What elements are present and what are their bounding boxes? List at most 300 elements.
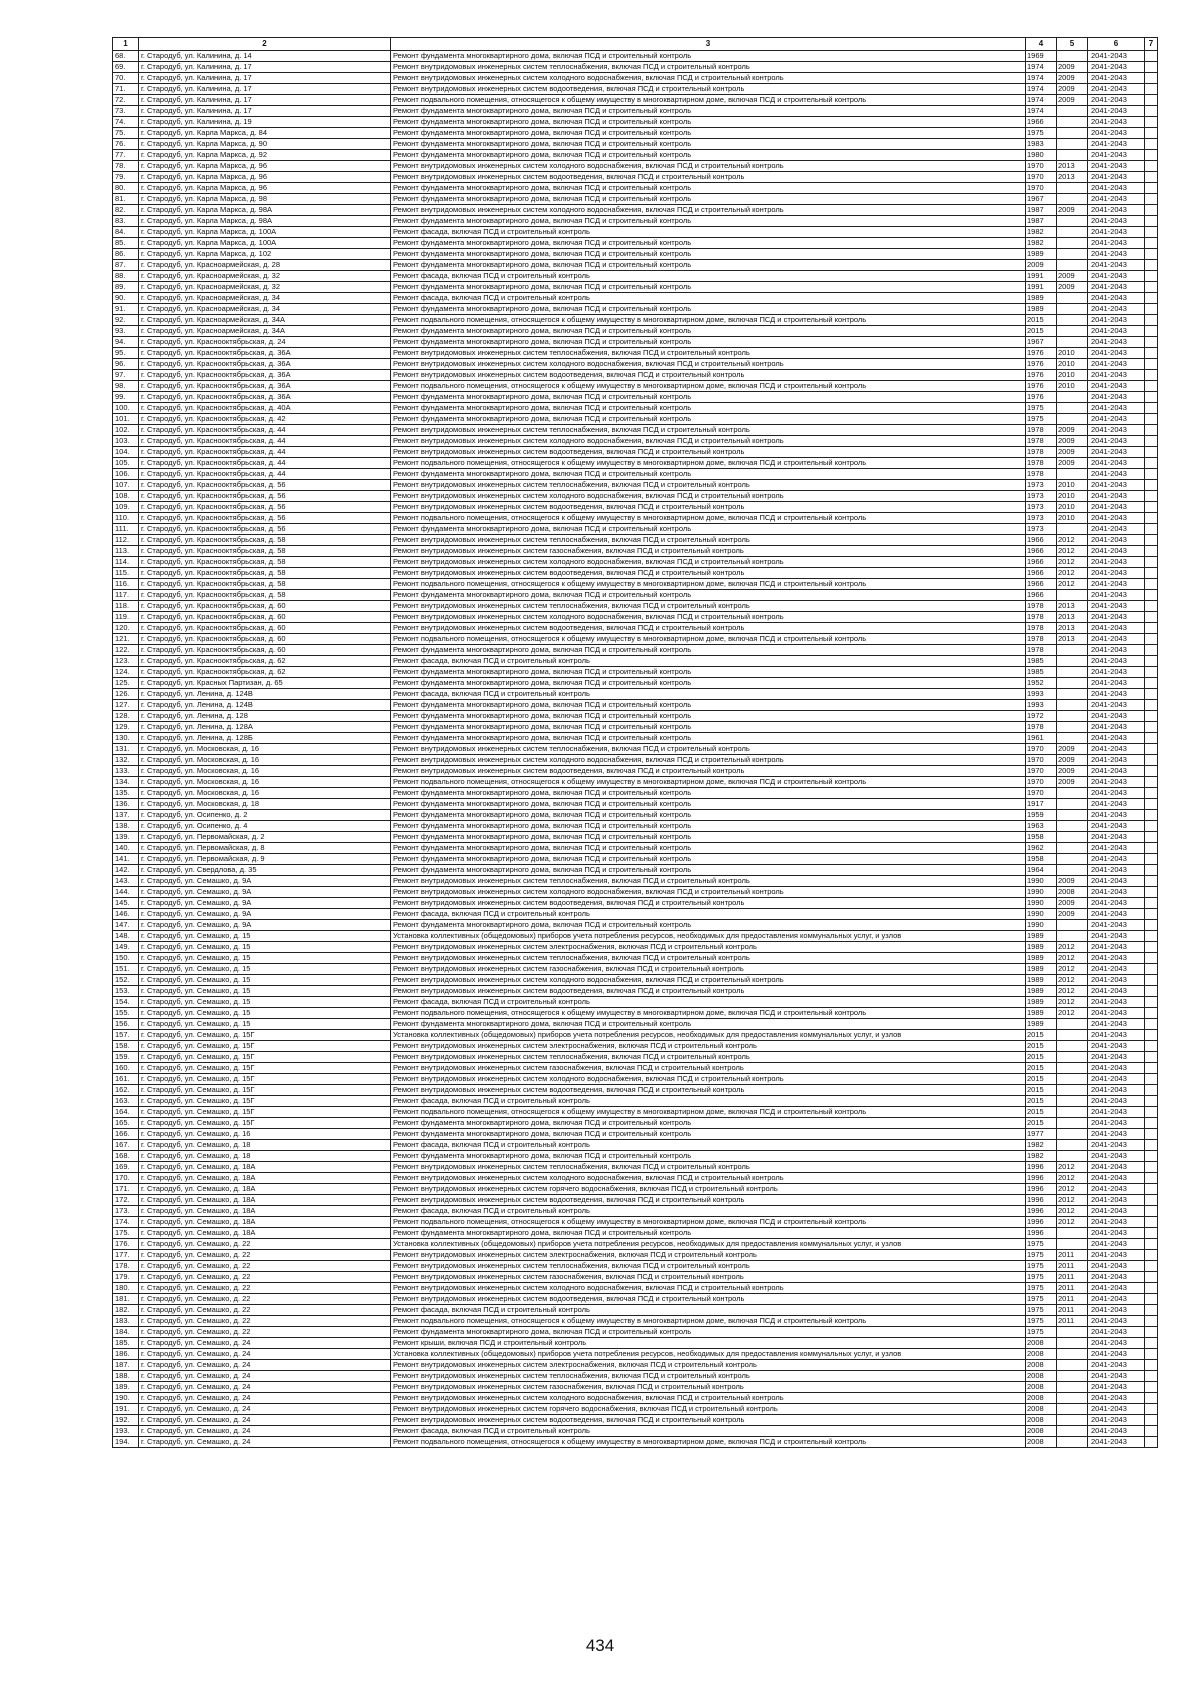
row-number-cell: 171. — [113, 1184, 139, 1195]
note-cell — [1145, 1074, 1158, 1085]
note-cell — [1145, 1371, 1158, 1382]
note-cell — [1145, 403, 1158, 414]
note-cell — [1145, 931, 1158, 942]
row-number-cell: 103. — [113, 436, 139, 447]
last-repair-year-cell — [1057, 788, 1088, 799]
note-cell — [1145, 1305, 1158, 1316]
last-repair-year-cell: 2009 — [1057, 62, 1088, 73]
planned-period-cell: 2041-2043 — [1088, 172, 1145, 183]
last-repair-year-cell: 2012 — [1057, 1217, 1088, 1228]
planned-period-cell: 2041-2043 — [1088, 711, 1145, 722]
row-number-cell: 110. — [113, 513, 139, 524]
planned-period-cell: 2041-2043 — [1088, 1261, 1145, 1272]
last-repair-year-cell: 2012 — [1057, 535, 1088, 546]
last-repair-year-cell — [1057, 150, 1088, 161]
work-type-cell: Ремонт внутридомовых инженерных систем холодного водоснабжения, включая ПСД и строительный контроль — [391, 975, 1026, 986]
year-built-cell: 1975 — [1026, 1305, 1057, 1316]
planned-period-cell: 2041-2043 — [1088, 722, 1145, 733]
address-cell: г. Стародуб, ул. Ленина, д. 128А — [139, 722, 391, 733]
work-type-cell: Ремонт внутридомовых инженерных систем холодного водоснабжения, включая ПСД и строительный контроль — [391, 612, 1026, 623]
note-cell — [1145, 799, 1158, 810]
address-cell: г. Стародуб, ул. Семашко, д. 24 — [139, 1349, 391, 1360]
planned-period-cell: 2041-2043 — [1088, 1283, 1145, 1294]
last-repair-year-cell — [1057, 227, 1088, 238]
year-built-cell: 1989 — [1026, 964, 1057, 975]
last-repair-year-cell — [1057, 304, 1088, 315]
row-number-cell: 95. — [113, 348, 139, 359]
address-cell: г. Стародуб, ул. Семашко, д. 15 — [139, 964, 391, 975]
address-cell: г. Стародуб, ул. Красноармейская, д. 32 — [139, 282, 391, 293]
address-cell: г. Стародуб, ул. Красных Партизан, д. 65 — [139, 678, 391, 689]
last-repair-year-cell: 2012 — [1057, 1173, 1088, 1184]
work-type-cell: Ремонт фундамента многоквартирного дома, включая ПСД и строительный контроль — [391, 337, 1026, 348]
work-type-cell: Ремонт внутридомовых инженерных систем теплоснабжения, включая ПСД и строительный контроль — [391, 953, 1026, 964]
table-row — [113, 491, 1158, 502]
last-repair-year-cell — [1057, 392, 1088, 403]
table-row — [113, 513, 1158, 524]
table-row — [113, 700, 1158, 711]
work-type-cell: Ремонт внутридомовых инженерных систем холодного водоснабжения, включая ПСД и строительный контроль — [391, 1173, 1026, 1184]
address-cell: г. Стародуб, ул. Семашко, д. 15 — [139, 1008, 391, 1019]
table-row — [113, 1404, 1158, 1415]
work-type-cell: Ремонт внутридомовых инженерных систем холодного водоснабжения, включая ПСД и строительный контроль — [391, 359, 1026, 370]
address-cell: г. Стародуб, ул. Краснооктябрьская, д. 44 — [139, 469, 391, 480]
last-repair-year-cell: 2009 — [1057, 898, 1088, 909]
planned-period-cell: 2041-2043 — [1088, 95, 1145, 106]
row-number-cell: 77. — [113, 150, 139, 161]
work-type-cell: Ремонт внутридомовых инженерных систем водоотведения, включая ПСД и строительный контроль — [391, 370, 1026, 381]
year-built-cell: 1985 — [1026, 667, 1057, 678]
planned-period-cell: 2041-2043 — [1088, 1327, 1145, 1338]
table-row — [113, 865, 1158, 876]
work-type-cell: Ремонт фундамента многоквартирного дома, включая ПСД и строительный контроль — [391, 414, 1026, 425]
work-type-cell: Ремонт внутридомовых инженерных систем теплоснабжения, включая ПСД и строительный контроль — [391, 1052, 1026, 1063]
address-cell: г. Стародуб, ул. Семашко, д. 24 — [139, 1426, 391, 1437]
note-cell — [1145, 1162, 1158, 1173]
address-cell: г. Стародуб, ул. Семашко, д. 18А — [139, 1217, 391, 1228]
year-built-cell: 1989 — [1026, 975, 1057, 986]
planned-period-cell: 2041-2043 — [1088, 1052, 1145, 1063]
year-built-cell: 1974 — [1026, 73, 1057, 84]
last-repair-year-cell — [1057, 1019, 1088, 1030]
address-cell: г. Стародуб, ул. Семашко, д. 15 — [139, 942, 391, 953]
table-row — [113, 1272, 1158, 1283]
work-type-cell: Ремонт подвального помещения, относящегося к общему имуществу в многоквартирном доме, включая ПСД и строительный контроль — [391, 381, 1026, 392]
last-repair-year-cell — [1057, 1085, 1088, 1096]
work-type-cell: Ремонт внутридомовых инженерных систем холодного водоснабжения, включая ПСД и строительный контроль — [391, 1074, 1026, 1085]
note-cell — [1145, 73, 1158, 84]
year-built-cell: 1959 — [1026, 810, 1057, 821]
planned-period-cell: 2041-2043 — [1088, 1118, 1145, 1129]
planned-period-cell: 2041-2043 — [1088, 1393, 1145, 1404]
row-number-cell: 141. — [113, 854, 139, 865]
table-row — [113, 1338, 1158, 1349]
planned-period-cell: 2041-2043 — [1088, 986, 1145, 997]
row-number-cell: 70. — [113, 73, 139, 84]
year-built-cell: 1952 — [1026, 678, 1057, 689]
address-cell: г. Стародуб, ул. Осипенко, д. 4 — [139, 821, 391, 832]
planned-period-cell: 2041-2043 — [1088, 777, 1145, 788]
last-repair-year-cell: 2009 — [1057, 876, 1088, 887]
note-cell — [1145, 810, 1158, 821]
note-cell — [1145, 1096, 1158, 1107]
planned-period-cell: 2041-2043 — [1088, 161, 1145, 172]
address-cell: г. Стародуб, ул. Красноармейская, д. 34 — [139, 304, 391, 315]
table-row — [113, 1415, 1158, 1426]
work-type-cell: Ремонт внутридомовых инженерных систем водоотведения, включая ПСД и строительный контроль — [391, 898, 1026, 909]
note-cell — [1145, 1217, 1158, 1228]
last-repair-year-cell — [1057, 1063, 1088, 1074]
last-repair-year-cell — [1057, 590, 1088, 601]
address-cell: г. Стародуб, ул. Семашко, д. 22 — [139, 1250, 391, 1261]
year-built-cell: 1917 — [1026, 799, 1057, 810]
table-row — [113, 414, 1158, 425]
work-type-cell: Установка коллективных (общедомовых) приборов учета потребления ресурсов, необходимых для предоставления коммунальных услуг, и узлов — [391, 1030, 1026, 1041]
last-repair-year-cell — [1057, 1404, 1088, 1415]
work-type-cell: Ремонт подвального помещения, относящегося к общему имуществу в многоквартирном доме, включая ПСД и строительный контроль — [391, 777, 1026, 788]
table-row — [113, 810, 1158, 821]
note-cell — [1145, 997, 1158, 1008]
work-type-cell: Ремонт фундамента многоквартирного дома, включая ПСД и строительный контроль — [391, 260, 1026, 271]
address-cell: г. Стародуб, ул. Краснооктябрьская, д. 42 — [139, 414, 391, 425]
table-row — [113, 1140, 1158, 1151]
last-repair-year-cell: 2011 — [1057, 1272, 1088, 1283]
address-cell: г. Стародуб, ул. Семашко, д. 18 — [139, 1151, 391, 1162]
table-row — [113, 1184, 1158, 1195]
year-built-cell: 1970 — [1026, 755, 1057, 766]
year-built-cell: 1964 — [1026, 865, 1057, 876]
note-cell — [1145, 227, 1158, 238]
year-built-cell: 1975 — [1026, 403, 1057, 414]
address-cell: г. Стародуб, ул. Московская, д. 16 — [139, 766, 391, 777]
table-row — [113, 678, 1158, 689]
work-type-cell: Ремонт внутридомовых инженерных систем теплоснабжения, включая ПСД и строительный контроль — [391, 62, 1026, 73]
note-cell — [1145, 546, 1158, 557]
row-number-cell: 116. — [113, 579, 139, 590]
work-type-cell: Ремонт внутридомовых инженерных систем холодного водоснабжения, включая ПСД и строительный контроль — [391, 161, 1026, 172]
work-type-cell: Ремонт внутридомовых инженерных систем газоснабжения, включая ПСД и строительный контроль — [391, 1382, 1026, 1393]
work-type-cell: Ремонт внутридомовых инженерных систем холодного водоснабжения, включая ПСД и строительный контроль — [391, 557, 1026, 568]
planned-period-cell: 2041-2043 — [1088, 106, 1145, 117]
row-number-cell: 136. — [113, 799, 139, 810]
note-cell — [1145, 1206, 1158, 1217]
year-built-cell: 1966 — [1026, 535, 1057, 546]
address-cell: г. Стародуб, ул. Калинина, д. 17 — [139, 106, 391, 117]
address-cell: г. Стародуб, ул. Семашко, д. 18А — [139, 1173, 391, 1184]
work-type-cell: Ремонт внутридомовых инженерных систем водоотведения, включая ПСД и строительный контроль — [391, 568, 1026, 579]
address-cell: г. Стародуб, ул. Краснооктябрьская, д. 56 — [139, 524, 391, 535]
address-cell: г. Стародуб, ул. Краснооктябрьская, д. 58 — [139, 568, 391, 579]
year-built-cell: 1969 — [1026, 51, 1057, 62]
work-type-cell: Ремонт фундамента многоквартирного дома, включая ПСД и строительный контроль — [391, 667, 1026, 678]
address-cell: г. Стародуб, ул. Первомайская, д. 8 — [139, 843, 391, 854]
planned-period-cell: 2041-2043 — [1088, 557, 1145, 568]
address-cell: г. Стародуб, ул. Краснооктябрьская, д. 58 — [139, 546, 391, 557]
year-built-cell: 2015 — [1026, 1041, 1057, 1052]
table-row — [113, 1294, 1158, 1305]
work-type-cell: Ремонт фундамента многоквартирного дома, включая ПСД и строительный контроль — [391, 722, 1026, 733]
year-built-cell: 1966 — [1026, 546, 1057, 557]
table-row — [113, 546, 1158, 557]
address-cell: г. Стародуб, ул. Краснооктябрьская, д. 60 — [139, 601, 391, 612]
address-cell: г. Стародуб, ул. Семашко, д. 22 — [139, 1327, 391, 1338]
table-row — [113, 1305, 1158, 1316]
address-cell: г. Стародуб, ул. Карла Маркса, д. 92 — [139, 150, 391, 161]
note-cell — [1145, 447, 1158, 458]
work-type-cell: Ремонт фундамента многоквартирного дома, включая ПСД и строительный контроль — [391, 183, 1026, 194]
work-type-cell: Ремонт внутридомовых инженерных систем водоотведения, включая ПСД и строительный контроль — [391, 986, 1026, 997]
work-type-cell: Ремонт внутридомовых инженерных систем водоотведения, включая ПСД и строительный контроль — [391, 1415, 1026, 1426]
note-cell — [1145, 1052, 1158, 1063]
table-row — [113, 216, 1158, 227]
planned-period-cell: 2041-2043 — [1088, 469, 1145, 480]
table-row — [113, 469, 1158, 480]
address-cell: г. Стародуб, ул. Семашко, д. 9А — [139, 876, 391, 887]
year-built-cell: 1990 — [1026, 920, 1057, 931]
last-repair-year-cell: 2012 — [1057, 975, 1088, 986]
year-built-cell: 1974 — [1026, 106, 1057, 117]
planned-period-cell: 2041-2043 — [1088, 612, 1145, 623]
page-number: 434 — [585, 1636, 615, 1655]
work-type-cell: Ремонт подвального помещения, относящегося к общему имуществу в многоквартирном доме, включая ПСД и строительный контроль — [391, 315, 1026, 326]
work-type-cell: Ремонт фундамента многоквартирного дома, включая ПСД и строительный контроль — [391, 326, 1026, 337]
table-row — [113, 95, 1158, 106]
row-number-cell: 79. — [113, 172, 139, 183]
note-cell — [1145, 161, 1158, 172]
year-built-cell: 1989 — [1026, 931, 1057, 942]
row-number-cell: 85. — [113, 238, 139, 249]
planned-period-cell: 2041-2043 — [1088, 656, 1145, 667]
table-row — [113, 1349, 1158, 1360]
planned-period-cell: 2041-2043 — [1088, 447, 1145, 458]
last-repair-year-cell — [1057, 238, 1088, 249]
document-sheet — [112, 37, 1157, 1448]
year-built-cell: 1990 — [1026, 887, 1057, 898]
address-cell: г. Стародуб, ул. Краснооктябрьская, д. 24 — [139, 337, 391, 348]
year-built-cell: 1989 — [1026, 293, 1057, 304]
table-row — [113, 183, 1158, 194]
planned-period-cell: 2041-2043 — [1088, 1382, 1145, 1393]
last-repair-year-cell: 2009 — [1057, 95, 1088, 106]
year-built-cell: 1978 — [1026, 425, 1057, 436]
last-repair-year-cell — [1057, 645, 1088, 656]
row-number-cell: 94. — [113, 337, 139, 348]
planned-period-cell: 2041-2043 — [1088, 755, 1145, 766]
table-row — [113, 898, 1158, 909]
table-row — [113, 1096, 1158, 1107]
address-cell: г. Стародуб, ул. Семашко, д. 18А — [139, 1162, 391, 1173]
year-built-cell: 1985 — [1026, 656, 1057, 667]
last-repair-year-cell: 2012 — [1057, 1162, 1088, 1173]
address-cell: г. Стародуб, ул. Семашко, д. 15Г — [139, 1085, 391, 1096]
year-built-cell: 1976 — [1026, 392, 1057, 403]
last-repair-year-cell — [1057, 711, 1088, 722]
address-cell: г. Стародуб, ул. Семашко, д. 22 — [139, 1316, 391, 1327]
year-built-cell: 1978 — [1026, 634, 1057, 645]
year-built-cell: 1966 — [1026, 117, 1057, 128]
year-built-cell: 1996 — [1026, 1184, 1057, 1195]
address-cell: г. Стародуб, ул. Семашко, д. 15 — [139, 931, 391, 942]
note-cell — [1145, 887, 1158, 898]
year-built-cell: 1993 — [1026, 700, 1057, 711]
note-cell — [1145, 117, 1158, 128]
address-cell: г. Стародуб, ул. Семашко, д. 22 — [139, 1261, 391, 1272]
work-type-cell: Ремонт фундамента многоквартирного дома, включая ПСД и строительный контроль — [391, 645, 1026, 656]
table-row — [113, 722, 1158, 733]
repair-registry-table — [112, 37, 1158, 1448]
planned-period-cell: 2041-2043 — [1088, 293, 1145, 304]
row-number-cell: 145. — [113, 898, 139, 909]
year-built-cell: 1996 — [1026, 1217, 1057, 1228]
row-number-cell: 143. — [113, 876, 139, 887]
planned-period-cell: 2041-2043 — [1088, 1206, 1145, 1217]
row-number-cell: 88. — [113, 271, 139, 282]
year-built-cell: 1989 — [1026, 249, 1057, 260]
year-built-cell: 1973 — [1026, 502, 1057, 513]
address-cell: г. Стародуб, ул. Семашко, д. 15 — [139, 975, 391, 986]
note-cell — [1145, 1404, 1158, 1415]
row-number-cell: 139. — [113, 832, 139, 843]
work-type-cell: Ремонт фундамента многоквартирного дома, включая ПСД и строительный контроль — [391, 810, 1026, 821]
last-repair-year-cell — [1057, 865, 1088, 876]
last-repair-year-cell: 2012 — [1057, 568, 1088, 579]
last-repair-year-cell: 2010 — [1057, 359, 1088, 370]
row-number-cell: 120. — [113, 623, 139, 634]
row-number-cell: 177. — [113, 1250, 139, 1261]
note-cell — [1145, 513, 1158, 524]
work-type-cell: Ремонт внутридомовых инженерных систем теплоснабжения, включая ПСД и строительный контроль — [391, 480, 1026, 491]
year-built-cell: 1970 — [1026, 788, 1057, 799]
year-built-cell: 2008 — [1026, 1338, 1057, 1349]
last-repair-year-cell — [1057, 920, 1088, 931]
planned-period-cell: 2041-2043 — [1088, 1151, 1145, 1162]
planned-period-cell: 2041-2043 — [1088, 1184, 1145, 1195]
note-cell — [1145, 964, 1158, 975]
planned-period-cell: 2041-2043 — [1088, 975, 1145, 986]
planned-period-cell: 2041-2043 — [1088, 62, 1145, 73]
work-type-cell: Ремонт фасада, включая ПСД и строительный контроль — [391, 909, 1026, 920]
row-number-cell: 128. — [113, 711, 139, 722]
planned-period-cell: 2041-2043 — [1088, 1371, 1145, 1382]
address-cell: г. Стародуб, ул. Свердлова, д. 35 — [139, 865, 391, 876]
table-row — [113, 282, 1158, 293]
work-type-cell: Ремонт внутридомовых инженерных систем газоснабжения, включая ПСД и строительный контроль — [391, 546, 1026, 557]
row-number-cell: 175. — [113, 1228, 139, 1239]
year-built-cell: 1970 — [1026, 777, 1057, 788]
note-cell — [1145, 436, 1158, 447]
address-cell: г. Стародуб, ул. Карла Маркса, д. 96 — [139, 161, 391, 172]
last-repair-year-cell — [1057, 315, 1088, 326]
address-cell: г. Стародуб, ул. Семашко, д. 15Г — [139, 1063, 391, 1074]
work-type-cell: Ремонт фасада, включая ПСД и строительный контроль — [391, 689, 1026, 700]
note-cell — [1145, 1294, 1158, 1305]
address-cell: г. Стародуб, ул. Семашко, д. 24 — [139, 1404, 391, 1415]
note-cell — [1145, 645, 1158, 656]
table-row — [113, 260, 1158, 271]
last-repair-year-cell — [1057, 1327, 1088, 1338]
last-repair-year-cell: 2012 — [1057, 942, 1088, 953]
row-number-cell: 132. — [113, 755, 139, 766]
address-cell: г. Стародуб, ул. Краснооктябрьская, д. 58 — [139, 535, 391, 546]
row-number-cell: 75. — [113, 128, 139, 139]
year-built-cell: 2015 — [1026, 1030, 1057, 1041]
last-repair-year-cell — [1057, 689, 1088, 700]
table-row — [113, 359, 1158, 370]
table-row — [113, 458, 1158, 469]
address-cell: г. Стародуб, ул. Ленина, д. 124В — [139, 700, 391, 711]
last-repair-year-cell — [1057, 1437, 1088, 1448]
note-cell — [1145, 975, 1158, 986]
row-number-cell: 111. — [113, 524, 139, 535]
row-number-cell: 140. — [113, 843, 139, 854]
table-row — [113, 843, 1158, 854]
last-repair-year-cell — [1057, 1030, 1088, 1041]
address-cell: г. Стародуб, ул. Калинина, д. 19 — [139, 117, 391, 128]
last-repair-year-cell — [1057, 667, 1088, 678]
table-row — [113, 1008, 1158, 1019]
year-built-cell: 1967 — [1026, 337, 1057, 348]
planned-period-cell: 2041-2043 — [1088, 84, 1145, 95]
planned-period-cell: 2041-2043 — [1088, 733, 1145, 744]
year-built-cell: 1989 — [1026, 986, 1057, 997]
address-cell: г. Стародуб, ул. Краснооктябрьская, д. 44 — [139, 458, 391, 469]
note-cell — [1145, 84, 1158, 95]
note-cell — [1145, 1085, 1158, 1096]
year-built-cell: 1989 — [1026, 1008, 1057, 1019]
planned-period-cell: 2041-2043 — [1088, 1250, 1145, 1261]
last-repair-year-cell — [1057, 1074, 1088, 1085]
row-number-cell: 101. — [113, 414, 139, 425]
note-cell — [1145, 1360, 1158, 1371]
year-built-cell: 1982 — [1026, 1140, 1057, 1151]
year-built-cell: 1991 — [1026, 271, 1057, 282]
row-number-cell: 78. — [113, 161, 139, 172]
last-repair-year-cell: 2011 — [1057, 1261, 1088, 1272]
row-number-cell: 127. — [113, 700, 139, 711]
planned-period-cell: 2041-2043 — [1088, 337, 1145, 348]
note-cell — [1145, 1063, 1158, 1074]
last-repair-year-cell: 2009 — [1057, 84, 1088, 95]
note-cell — [1145, 1184, 1158, 1195]
last-repair-year-cell: 2010 — [1057, 480, 1088, 491]
table-row — [113, 887, 1158, 898]
table-row — [113, 326, 1158, 337]
row-number-cell: 102. — [113, 425, 139, 436]
planned-period-cell: 2041-2043 — [1088, 205, 1145, 216]
note-cell — [1145, 1283, 1158, 1294]
address-cell: г. Стародуб, ул. Краснооктябрьская, д. 56 — [139, 513, 391, 524]
year-built-cell: 1958 — [1026, 854, 1057, 865]
year-built-cell: 1974 — [1026, 62, 1057, 73]
address-cell: г. Стародуб, ул. Семашко, д. 9А — [139, 920, 391, 931]
table-row — [113, 612, 1158, 623]
table-row — [113, 854, 1158, 865]
row-number-cell: 104. — [113, 447, 139, 458]
row-number-cell: 170. — [113, 1173, 139, 1184]
note-cell — [1145, 1173, 1158, 1184]
table-row — [113, 788, 1158, 799]
planned-period-cell: 2041-2043 — [1088, 953, 1145, 964]
address-cell: г. Стародуб, ул. Краснооктябрьская, д. 60 — [139, 623, 391, 634]
planned-period-cell: 2041-2043 — [1088, 194, 1145, 205]
address-cell: г. Стародуб, ул. Калинина, д. 17 — [139, 84, 391, 95]
table-row — [113, 194, 1158, 205]
row-number-cell: 108. — [113, 491, 139, 502]
last-repair-year-cell — [1057, 1393, 1088, 1404]
row-number-cell: 91. — [113, 304, 139, 315]
note-cell — [1145, 656, 1158, 667]
address-cell: г. Стародуб, ул. Краснооктябрьская, д. 44 — [139, 425, 391, 436]
